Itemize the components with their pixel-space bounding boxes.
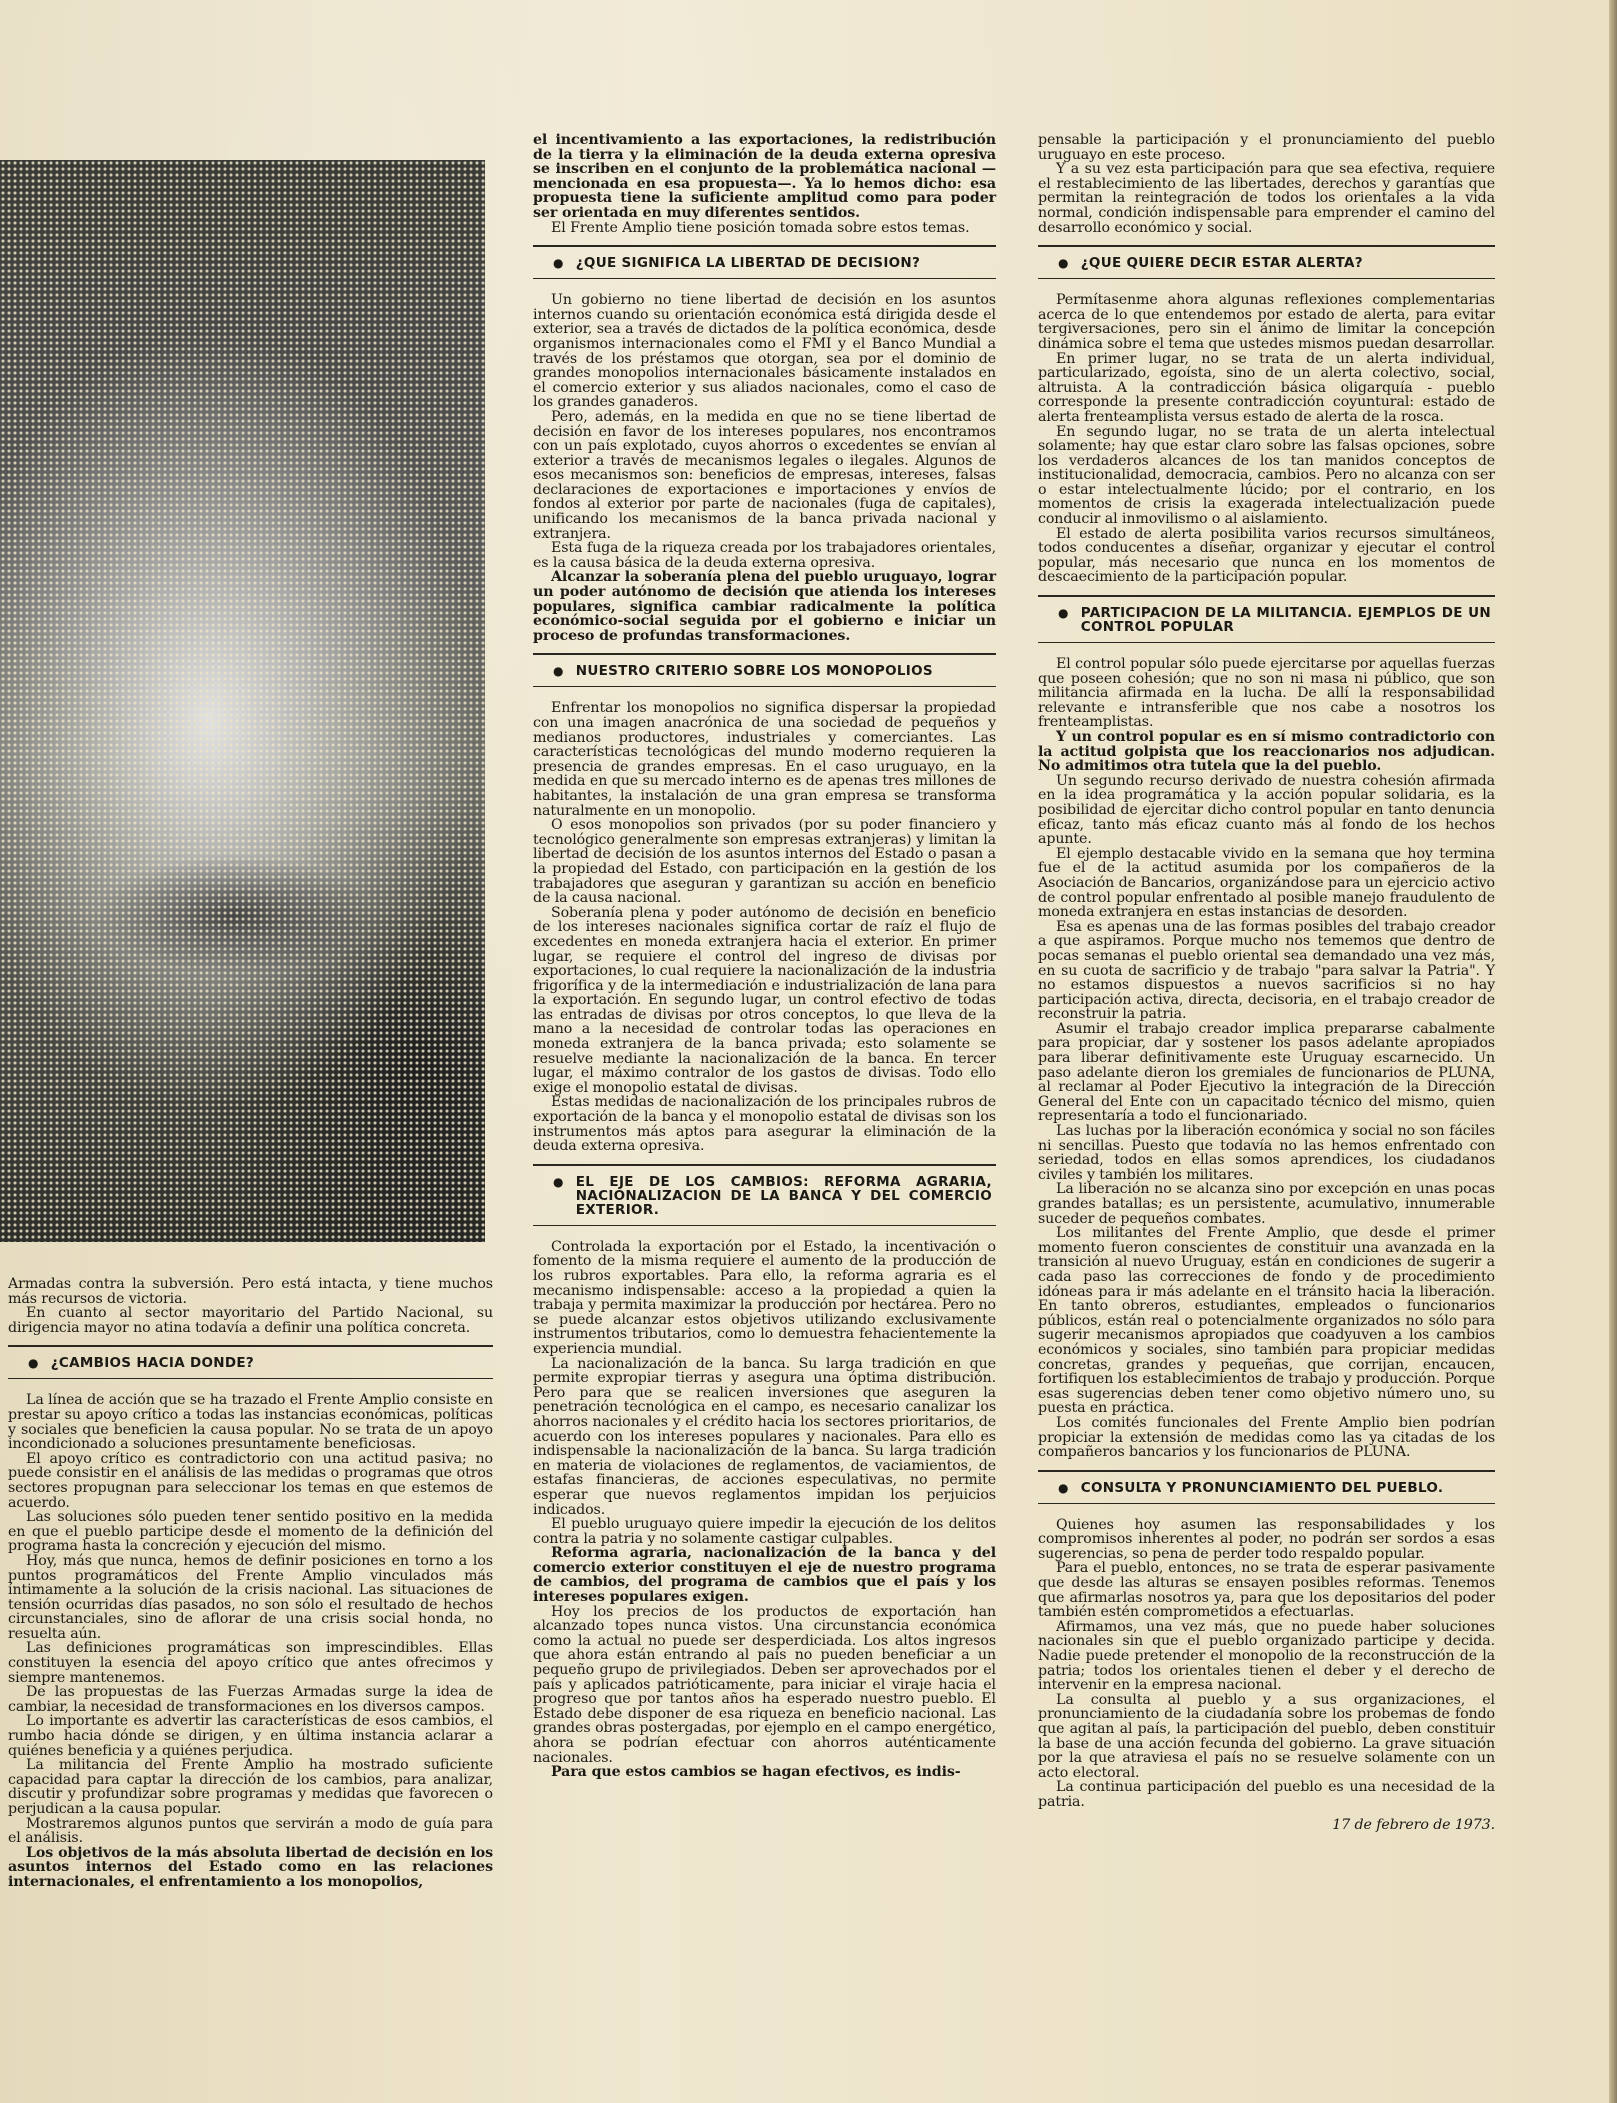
section-title: CONSULTA Y PRONUNCIAMIENTO DEL PUEBLO.: [1080, 1479, 1444, 1496]
paragraph: En cuanto al sector mayoritario del Partido Nacional, su dirigencia mayor no atina todavía a definir una política concreta.: [8, 1305, 493, 1336]
bullet-icon: [1042, 1481, 1069, 1495]
continued-text: [8, 1277, 493, 1335]
section-body-consulta: [1038, 1518, 1495, 1810]
column-3: [1038, 133, 1495, 1832]
paragraph: Estas medidas de nacionalización de los principales rubros de exportación de la banca y el monopolio estatal de divisas son los instrumentos más aptos para asegurar la eliminación de la deuda externa opresiva.: [533, 1094, 996, 1155]
section-title: EL EJE DE LOS CAMBIOS: REFORMA AGRARIA, NACIONALIZACION DE LA BANCA Y DEL COMERCIO EXTERIOR.: [575, 1173, 992, 1218]
paragraph: pensable la participación y el pronunciamiento del pueblo uruguayo en este proceso.: [1038, 132, 1495, 163]
paragraph: La nacionalización de la banca. Su larga tradición en que permite expropiar tierras y asegura una óptima distribución. Pero para que se realicen inversiones que aseguren la penetración tecnológica en el campo, es necesario canalizar los ahorros nacionales y el crédito hacia los sectores prioritarios, de acuerdo con los intereses populares y nacionales. Para ello es indispensable la nacionalización de la banca. Su larga tradición en materia de violaciones de reglamentos, de vaciamientos, de estafas financieras, de acciones especulativas, no permite esperar que nuevos reglamentos impidan los perjuicios indicados.: [533, 1355, 996, 1518]
paragraph: Y un control popular es en sí mismo contradictorio con la actitud golpista que los reaccionarios nos adjudican. No admitimos otra tutela que la del pueblo.: [1038, 729, 1495, 775]
paragraph: El estado de alerta posibilita varios recursos simultáneos, todos conducentes a diseñar, organizar y ejecutar el control popular, más necesario que nunca en los momentos de descaecimiento de la participación popular.: [1038, 525, 1495, 586]
section-heading-alerta: [1038, 245, 1495, 279]
section-body-cambios: [8, 1393, 493, 1889]
section-title: ¿CAMBIOS HACIA DONDE?: [50, 1355, 254, 1372]
paragraph: La militancia del Frente Amplio ha mostrado suficiente capacidad para captar la dirección de los cambios, para analizar, discutir y profundizar sobre programas y medidas que favorecen o perjudican a la causa popular.: [8, 1757, 493, 1817]
paragraph: Lo importante es advertir las características de esos cambios, el rumbo hacia dónde se dirigen, y en última instancia aclarar a quiénes beneficia y a quiénes perjudica.: [8, 1713, 493, 1759]
bullet-icon: [1042, 606, 1069, 620]
section-heading-monopolios: [533, 653, 996, 687]
paragraph: Controlada la exportación por el Estado, la incentivación o fomento de la misma requiere el aumento de la producción de los rubros exportables. Para ello, la reforma agraria es el mecanismo indispensable: acceso a la propiedad a quien la trabaja y permita maximizar la producción por hectárea. Pero no se puede alcanzar estos objetivos utilizando exclusivamente instrumentos tributarios, como lo demuestra fehacientemente la experiencia mundial.: [533, 1238, 996, 1357]
paragraph: Un gobierno no tiene libertad de decisión en los asuntos internos cuando su orientación económica está dirigida desde el exterior, sea a través de dictados de la política económica, desde organismos internacionales como el FMI y el Banco Mundial a través de los préstamos que otorgan, sea por el dominio de grandes monopolios internacionales básicamente instalados en el comercio exterior y sus aliados nacionales, como el caso de los grandes ganaderos.: [533, 292, 996, 411]
bullet-icon: [537, 664, 564, 678]
paragraph: En segundo lugar, no se trata de un alerta intelectual solamente; hay que estar claro sobre las falsas opciones, sobre los verdaderos alcances de los tan manidos conceptos de institucionalidad, democracia, cambios. Pero no alcanza con ser o estar intelectualmente lúcido; por el contrario, en los momentos de crisis la exagerada intelectualización puede conducir al inmovilismo o al aislamiento.: [1038, 423, 1495, 528]
paragraph: Mostraremos algunos puntos que servirán a modo de guía para el análisis.: [8, 1815, 493, 1847]
paragraph: O esos monopolios son privados (por su poder financiero y tecnológico generalmente son empresas extranjeras) y limitan la libertad de decisión de los asuntos internos del Estado o pasan a la propiedad del Estado, con participación en la gestión de los trabajadores que aseguran y garantizan su acción en beneficio de la causa nacional.: [533, 817, 996, 907]
paragraph: La continua participación del pueblo es una necesidad de la patria.: [1038, 1779, 1495, 1810]
section-body-militancia: [1038, 657, 1495, 1460]
paragraph: Hoy, más que nunca, hemos de definir posiciones en torno a los puntos programáticos del Frente Amplio vinculados más íntimamente a la solución de la crisis nacional. Las situaciones de tensión ocurridas días pasados, no son sólo el resultado de hechos circunstanciales, sino de aflorar de una crisis social honda, no resuelta aún.: [8, 1552, 493, 1642]
paragraph: Y a su vez esta participación para que sea efectiva, requiere el restablecimiento de las libertades, derechos y garantías que permitan la reintegración de todos los orientales a la vida normal, condición indispensable para emprender el camino del desarrollo económico y social.: [1038, 161, 1495, 236]
paragraph: El ejemplo destacable vivido en la semana que hoy termina fue el de la actitud asumida por los compañeros de la Asociación de Bancarios, organizándose para un ejercicio activo de control popular enfrentado al posible manejo fraudulento de moneda extranjera en estas instancias de desorden.: [1038, 845, 1495, 921]
paragraph: Quienes hoy asumen las responsabilidades y los compromisos inherentes al poder, no podrán ser sordos a esas sugerencias, so pena de perder todo respaldo popular.: [1038, 1516, 1495, 1562]
paragraph: Afirmamos, una vez más, que no puede haber soluciones nacionales sin que el pueblo organizado participe y decida. Nadie puede pretender el monopolio de la reconstrucción de la patria; todos los orientales tienen el deber y el derecho de intervenir en la empresa nacional.: [1038, 1618, 1495, 1694]
paragraph: Un segundo recurso derivado de nuestra cohesión afirmada en la idea programática y la acción popular solidaria, es la posibilidad de ejercitar dicho control popular en tanto denuncia eficaz, tanto más eficaz cuanto más al fondo de los hechos apunte.: [1038, 772, 1495, 848]
paragraph: Los militantes del Frente Amplio, que desde el primer momento fueron conscientes de constituir una avanzada en la transición al nuevo Uruguay, están en condiciones de sugerir a cada paso las correcciones de fondo y de procedimiento idóneas para ir más adelante en el tránsito hacia la liberación. En tanto obreros, estudiantes, empleados o funcionarios públicos, están real o potencialmente organizados no sólo para sugerir mecanismos apropiados que coadyuven a los cambios económicos y sociales, sino también para propiciar medidas concretas, grandes y pequeñas, que corrijan, encaucen, fortifiquen los establecimientos de trabajo y producción. Porque esas sugerencias deben tener como objetivo número uno, su puesta en práctica.: [1038, 1225, 1495, 1417]
section-heading-cambios: [8, 1345, 493, 1379]
section-body-libertad: [533, 293, 996, 643]
bullet-icon: [12, 1356, 39, 1370]
article-date: 17 de febrero de 1973.: [1332, 1816, 1495, 1833]
section-title: ¿QUE QUIERE DECIR ESTAR ALERTA?: [1080, 255, 1363, 272]
paragraph: Soberanía plena y poder autónomo de decisión en beneficio de los intereses nacionales significa cortar de raíz el flujo de excedentes en moneda extranjera hacia el exterior. En primer lugar, se requiere el control del ingreso de divisas por exportaciones, lo cual requiere la nacionalización de la industria frigorífica y de la intermediación e industrialización de lana para la exportación. En segundo lugar, un control efectivo de todas las entradas de divisas por otros conceptos, lo que lleva de la mano a la necesidad de controlar todas las operaciones en moneda extranjera de la banca privada; esto solamente se resuelve mediante la nacionalización de la banca. En tercer lugar, el máximo contralor de los gastos de divisas. Todo ello exige el monopolio estatal de divisas.: [533, 904, 996, 1096]
section-heading-consulta: [1038, 1470, 1495, 1504]
paragraph: Esta fuga de la riqueza creada por los trabajadores orientales, es la causa básica de la deuda externa opresiva.: [533, 540, 996, 571]
paragraph: Los objetivos de la más absoluta libertad de decisión en los asuntos internos del Estado como en las relaciones internacionales, el enfrentamiento a los monopolios,: [8, 1844, 493, 1890]
paragraph: Alcanzar la soberanía plena del pueblo uruguayo, lograr un poder autónomo de decisión que atienda los intereses populares, significa cambiar radicalmente la política económico-social seguida por el gobierno e iniciar un proceso de profundas transformaciones.: [533, 569, 996, 644]
section-title: ¿QUE SIGNIFICA LA LIBERTAD DE DECISION?: [575, 255, 921, 272]
page-edge: [1609, 0, 1617, 2103]
paragraph: Esa es apenas una de las formas posibles del trabajo creador a que aspiramos. Porque mucho nos tememos que dentro de pocas semanas el pueblo oriental sea demandado una vez más, en su cuota de sacrificio y de trabajo "para salvar la Patria". Y no estamos dispuestos a nuevos sacrificios si no hay participación activa, directa, decisoria, en el trabajo creador de reconstruir la patria.: [1038, 918, 1495, 1023]
paragraph: La consulta al pueblo y a sus organizaciones, el pronunciamiento de la ciudadanía sobre los probemas de fondo que agitan al país, la participación del pueblo, deben constituir la base de una acción fecunda del gobierno. La grave situación por la que atraviesa el país no se resuelve solamente con un acto electoral.: [1038, 1691, 1495, 1781]
column-2: [533, 133, 996, 1780]
paragraph: El Frente Amplio tiene posición tomada sobre estos temas.: [551, 219, 970, 236]
paragraph: En primer lugar, no se trata de un alerta individual, particularizado, egoísta, sino de un alerta colectivo, social, altruista. A la contradicción básica oligarquía - pueblo corresponde la presente contradicción coyuntural: estado de alerta frenteamplista versus estado de alerta de la rosca.: [1038, 350, 1495, 425]
column-1: [8, 1277, 493, 1890]
paragraph: La línea de acción que se ha trazado el Frente Amplio consiste en prestar su apoyo crítico a todas las instancias económicas, políticas y sociales que beneficien la causa popular. No se trata de un apoyo incondicionado a soluciones presuntamente beneficiosas.: [8, 1392, 493, 1453]
paragraph: el incentivamiento a las exportaciones, la redistribución de la tierra y la eliminación de la deuda externa opresiva se inscriben en el conjunto de la problemática nacional —mencionada en esa propuesta—. Ya lo hemos dicho: esa propuesta tiene la suficiente amplitud como para poder ser orientada en muy diferentes sentidos.: [533, 132, 996, 221]
paragraph: De las propuestas de las Fuerzas Armadas surge la idea de cambiar, la necesidad de transformaciones en los diversos campos.: [8, 1684, 493, 1715]
paragraph: Reforma agraria, nacionalización de la banca y del comercio exterior constituyen el eje de nuestro programa de cambios, del programa de cambios que el país y los intereses populares exigen.: [533, 1545, 996, 1606]
paragraph: Las soluciones sólo pueden tener sentido positivo en la medida en que el pueblo participe desde el momento de la definición del programa hasta la concreción y ejecución del mismo.: [8, 1509, 493, 1555]
section-heading-eje: [533, 1164, 996, 1226]
paragraph: Para que estos cambios se hagan efectivos, es indis-: [551, 1764, 961, 1781]
paragraph: Hoy los precios de los productos de exportación han alcanzado topes nunca vistos. Una circunstancia económica como la actual no puede ser desperdiciada. Los altos ingresos que ahora están entrando al país no pueden beneficiar a un pequeño grupo de privilegiados. Deben ser aprovechados por el país y aplicados patrióticamente, para iniciar el viraje hacia el progreso que por tantos años ha esperado nuestro pueblo. El Estado debe disponer de esa riqueza en beneficio nacional. Las grandes obras postergadas, por ejemplo en el campo energético, ahora se podrían efectuar con ahorros auténticamente nacionales.: [533, 1603, 996, 1766]
section-body-eje: [533, 1240, 996, 1780]
paragraph: El pueblo uruguayo quiere impedir la ejecución de los delitos contra la patria y no solamente castigar culpables.: [533, 1516, 996, 1547]
paragraph: Enfrentar los monopolios no significa dispersar la propiedad con una imagen anacrónica de una sociedad de pequeños y medianos productores, industriales y comerciantes. Las características tecnológicas del mundo moderno requieren la presencia de grandes empresas. En el caso uruguayo, en la medida en que su mercado interno es de apenas tres millones de habitantes, la instalación de una gran empresa se transforma naturalmente en un monopolio.: [533, 700, 996, 819]
portrait-photo: [0, 160, 485, 1242]
paragraph: El control popular sólo puede ejercitarse por aquellas fuerzas que poseen cohesión; que no son ni masa ni público, que son militancia afirmada en la lucha. De allí la responsabilidad relevante e intransferible que nos cabe a nosotros los frenteamplistas.: [1038, 656, 1495, 731]
section-heading-militancia: [1038, 595, 1495, 643]
paragraph: El apoyo crítico es contradictorio con una actitud pasiva; no puede consistir en el análisis de las medidas o programas que otros sectores propugnan para seleccionar los temas en que estemos de acuerdo.: [8, 1450, 493, 1511]
section-body-monopolios: [533, 701, 996, 1153]
section-title: NUESTRO CRITERIO SOBRE LOS MONOPOLIOS: [575, 663, 933, 680]
paragraph: Pero, además, en la medida en que no se tiene libertad de decisión en favor de los intereses populares, nos encontramos con un país explotado, cuyos ahorros o excedentes se envían al exterior a través de mecanismos legales o ilegales. Algunos de esos mecanismos son: beneficios de empresas, intereses, falsas declaraciones de exportaciones e importaciones y envíos de fondos al exterior por parte de nacionales (fuga de capitales), unificando los mecanismos de la banca privada nacional y extranjera.: [533, 408, 996, 542]
paragraph: La liberación no se alcanza sino por excepción en unas pocas grandes batallas; es un persistente, acumulativo, innumerable suceder de pequeños combates.: [1038, 1181, 1495, 1227]
paragraph: Las definiciones programáticas son imprescindibles. Ellas constituyen la esencia del apoyo crítico que antes ofrecimos y siempre mantenemos.: [8, 1640, 493, 1686]
paragraph: Para el pueblo, entonces, no se trata de esperar pasivamente que desde las alturas se ensayen posibles reformas. Tenemos que afirmarlas nosotros ya, para que los depositarios del poder también estén comprometidos a efectuarlas.: [1038, 1560, 1495, 1621]
paragraph: Los comités funcionales del Frente Amplio bien podrían propiciar la extensión de medidas como las ya citadas de los compañeros bancarios y los funcionarios de PLUNA.: [1038, 1414, 1495, 1461]
continued-text: [533, 133, 996, 235]
bullet-icon: [1042, 256, 1069, 270]
section-body-alerta: [1038, 293, 1495, 585]
continued-text: [1038, 133, 1495, 235]
section-heading-libertad: [533, 245, 996, 279]
paragraph: Permítasenme ahora algunas reflexiones complementarias acerca de lo que entendemos por estado de alerta, para evitar tergiversaciones, pero sin el ánimo de limitar la concepción dinámica sobre el tema que ustedes mismos puedan desarrollar.: [1038, 292, 1495, 352]
paragraph: Las luchas por la liberación económica y social no son fáciles ni sencillas. Puesto que todavía no las hemos enfrentado con seriedad, todos en ellas somos aprendices, los ciudadanos civiles y también los militares.: [1038, 1123, 1495, 1183]
bullet-icon: [537, 1175, 564, 1189]
bullet-icon: [537, 256, 564, 270]
paragraph: Armadas contra la subversión. Pero está intacta, y tiene muchos más recursos de victoria.: [8, 1276, 493, 1307]
paragraph: Asumir el trabajo creador implica prepararse cabalmente para propiciar, dar y sostener los pasos adelante apropiados para liberar definitivamente este Uruguay escarnecido. Un paso adelante dieron los gremiales de funcionarios de PLUNA, al reclamar al Poder Ejecutivo la integración de la Dirección General del Ente con un capacitado técnico del mismo, quien representaría a todo el funcionariado.: [1038, 1020, 1495, 1125]
section-title: PARTICIPACION DE LA MILITANCIA. EJEMPLOS DE UN CONTROL POPULAR: [1080, 605, 1491, 636]
